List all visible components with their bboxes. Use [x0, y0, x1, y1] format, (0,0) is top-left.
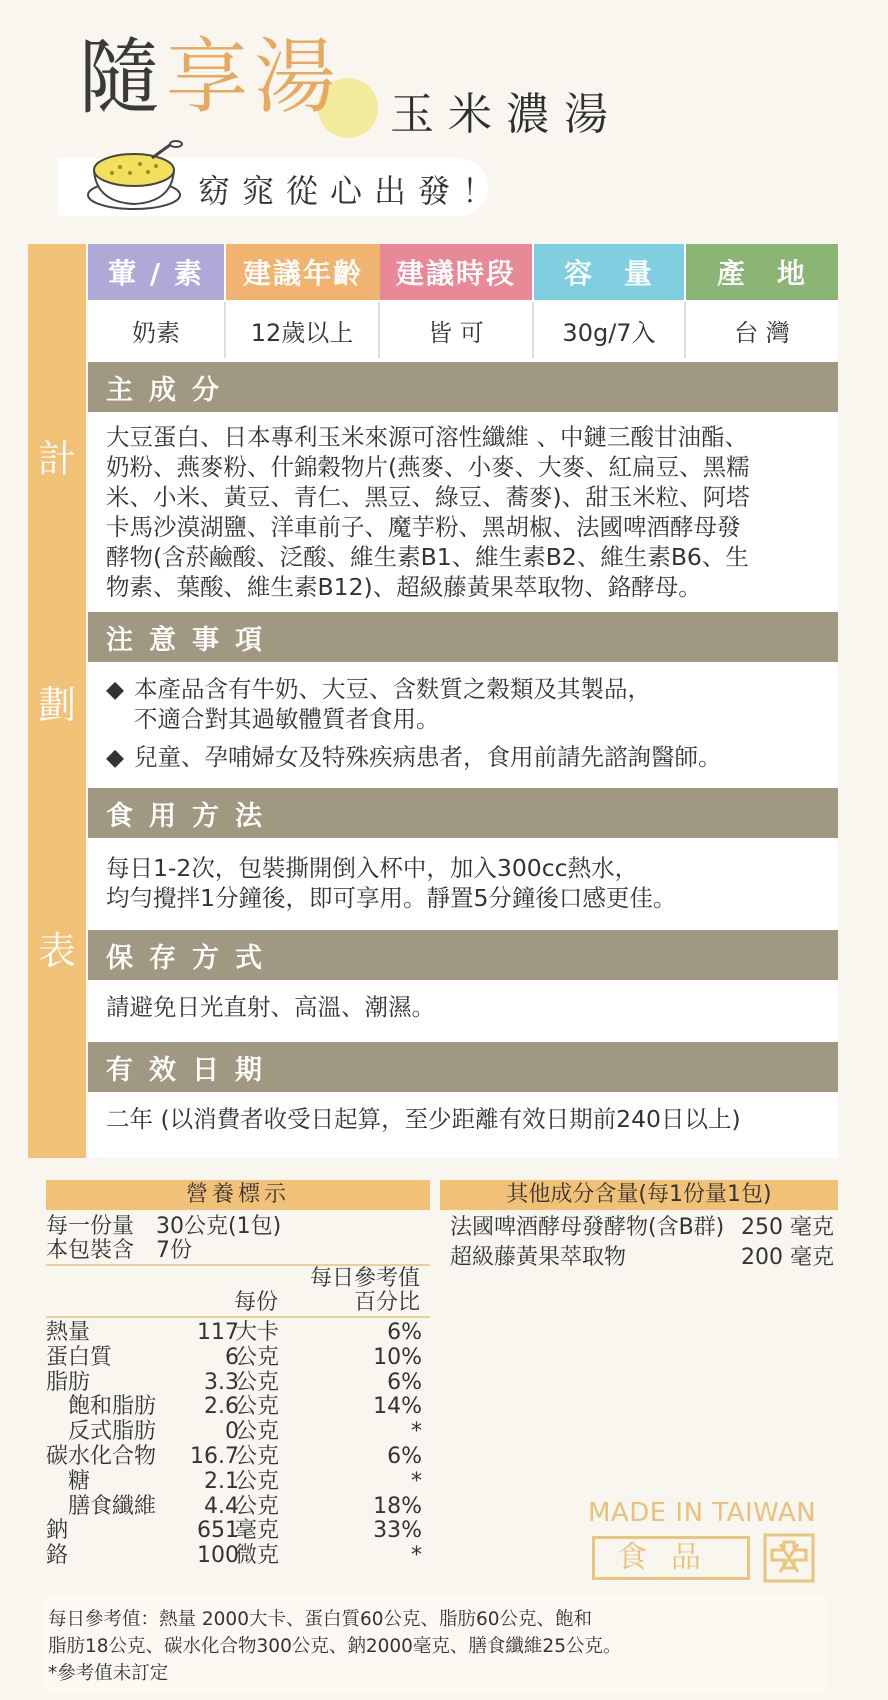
nutrition-value: 2.1 — [204, 1468, 239, 1494]
attr-value-age: 12歲以上 — [226, 302, 380, 358]
nutrition-value: 117 — [197, 1320, 239, 1345]
notice-item-cont — [106, 704, 806, 734]
nutrition-value: 6 — [225, 1344, 239, 1370]
storage-heading: 保存方式 — [88, 930, 838, 980]
nutrition-row — [46, 1419, 430, 1444]
nutrition-unit: 公克 — [235, 1444, 280, 1469]
nutrition-pct: 33% — [373, 1518, 422, 1544]
side-label-3: 表 — [37, 929, 76, 973]
ingredients-heading: 主成分 — [88, 362, 838, 412]
nutrition-unit: 公克 — [235, 1468, 280, 1494]
other-ingredients-heading: 其他成分含量(每1份量1包) — [440, 1180, 838, 1210]
ingredients-line: 酵物(含菸鹼酸、泛酸、維生素B1、維生素B2、維生素B6、生 — [106, 543, 749, 571]
notice-item-text: 本產品含有牛奶、大豆、含麩質之穀類及其製品， — [134, 675, 651, 703]
notice-item — [106, 742, 806, 772]
brand-char-3: 湯 — [254, 30, 343, 125]
nutrition-value: 16.7 — [190, 1444, 239, 1469]
nutrition-unit: 公克 — [235, 1493, 280, 1519]
attr-head-time: 建議時段 — [380, 244, 532, 300]
nutrition-row — [46, 1394, 430, 1419]
expiry-heading: 有效日期 — [88, 1042, 838, 1092]
attr-value-origin: 台 灣 — [734, 318, 790, 347]
nutrition-unit: 公克 — [235, 1419, 280, 1445]
footer-line: 每日參考值：熱量 2000大卡、蛋白質60公克、脂肪60公克、飽和 — [48, 1609, 593, 1630]
nutrition-pct: 6% — [387, 1369, 422, 1395]
attr-head-capacity: 容 量 — [534, 244, 684, 300]
attr-head-origin: 產 地 — [686, 244, 838, 300]
side-label-2: 劃 — [37, 683, 76, 727]
nutrition-value: 3.3 — [204, 1369, 239, 1395]
nutrition-value: 0 — [225, 1419, 239, 1445]
nutrition-row — [46, 1345, 430, 1370]
nutrition-heading: 營養標示 — [46, 1180, 430, 1210]
brand-char-2: 享 — [166, 30, 255, 125]
nutrition-pct: * — [411, 1419, 422, 1445]
daily-value-header-1: 每日參考值 — [310, 1266, 421, 1291]
nutrition-row — [46, 1320, 430, 1345]
slogan: 窈窕從心出發！ — [198, 172, 507, 210]
nutrition-unit: 公克 — [235, 1394, 280, 1420]
side-label-1: 計 — [37, 437, 76, 481]
footer-line: *參考值未訂定 — [48, 1663, 169, 1684]
notice-item-text: 兒童、孕哺婦女及特殊疾病患者，食用前請先諮詢醫師。 — [134, 743, 722, 771]
brand-char-1: 隨 — [78, 30, 167, 125]
ingredients-line: 卡馬沙漠湖鹽、洋車前子、魔芋粉、黑胡椒、法國啤酒酵母發 — [106, 513, 741, 541]
nutrition-unit: 公克 — [235, 1344, 280, 1370]
nutrition-name: 膳食纖維 — [46, 1493, 157, 1519]
nutrition-pct: 18% — [373, 1493, 422, 1519]
brand-title — [78, 30, 342, 126]
nutrition-name: 熱量 — [46, 1320, 91, 1345]
other-ingredient-name: 超級藤黃果萃取物 — [450, 1245, 627, 1270]
nutrition-name: 反式脂肪 — [46, 1419, 157, 1445]
ingredients-line: 米、小米、黃豆、青仁、黑豆、綠豆、蕎麥)、甜玉米粒、阿塔 — [106, 483, 750, 511]
nutrition-pct: 14% — [373, 1394, 422, 1420]
daily-value-header-2: 百分比 — [354, 1290, 421, 1315]
nutrition-pct: * — [411, 1543, 422, 1569]
other-ingredient-row — [450, 1244, 836, 1272]
notice-item — [106, 674, 806, 704]
nutrition-pct: 6% — [387, 1444, 422, 1469]
nutrition-divider — [46, 1316, 430, 1318]
ingredients-text — [106, 422, 806, 602]
servings-per-pack: 本包裝含 7份 — [46, 1238, 192, 1263]
other-ingredient-amount: 250 毫克 — [741, 1215, 834, 1240]
nutrition-name: 鈉 — [46, 1518, 69, 1544]
nutrition-row — [46, 1469, 430, 1494]
expiry-text: 二年 (以消費者收受日起算，至少距離有效日期前240日以上) — [106, 1105, 741, 1133]
nutrition-unit: 公克 — [235, 1369, 280, 1395]
notice-item-text: 不適合對其過敏體質者食用。 — [134, 705, 440, 733]
nutrition-row — [46, 1370, 430, 1395]
attr-value-time: 皆 可 — [380, 302, 534, 358]
food-certification-icon — [762, 1532, 816, 1584]
nutrition-pct: 6% — [387, 1320, 422, 1345]
nutrition-unit: 大卡 — [235, 1320, 280, 1345]
usage-line: 均勻攪拌1分鐘後，即可享用。靜置5分鐘後口感更佳。 — [106, 884, 677, 912]
serving-size: 每一份量 30公克(1包) — [46, 1214, 282, 1239]
ingredients-line: 物素、葉酸、維生素B12)、超級藤黃果萃取物、鉻酵母。 — [106, 573, 702, 601]
daily-reference-note — [48, 1606, 621, 1687]
nutrition-name: 碳水化合物 — [46, 1444, 157, 1469]
notice-heading: 注意事項 — [88, 612, 838, 662]
footer-line: 脂肪18公克、碳水化合物300公克、鈉2000毫克、膳食纖維25公克。 — [48, 1636, 622, 1657]
per-serving-header: 每份 — [234, 1290, 279, 1315]
usage-heading: 食用方法 — [88, 788, 838, 838]
nutrition-pct: * — [411, 1468, 422, 1494]
other-ingredient-amount: 200 毫克 — [741, 1245, 834, 1270]
product-name: 玉米濃湯 — [390, 89, 622, 140]
notice-text — [106, 674, 806, 772]
nutrition-value: 651 — [197, 1518, 239, 1544]
nutrition-name: 糖 — [46, 1468, 91, 1494]
food-label: 食品 — [592, 1536, 750, 1580]
nutrition-name: 蛋白質 — [46, 1344, 113, 1370]
nutrition-row — [46, 1518, 430, 1543]
nutrition-unit: 毫克 — [235, 1518, 280, 1544]
nutrition-row — [46, 1494, 430, 1519]
diamond-bullet-icon: ◆ — [106, 675, 125, 703]
attr-head-diet: 葷 / 素 — [88, 244, 224, 300]
attr-value-diet: 奶素 — [88, 302, 226, 358]
soup-bowl-icon — [82, 140, 192, 215]
nutrition-row — [46, 1543, 430, 1568]
other-ingredient-name: 法國啤酒酵母發酵物(含B群) — [450, 1215, 725, 1240]
nutrition-name: 飽和脂肪 — [46, 1394, 157, 1420]
ingredients-line: 大豆蛋白、日本專利玉米來源可溶性纖維 、中鏈三酸甘油酯、 — [106, 423, 748, 451]
nutrition-value: 4.4 — [204, 1493, 239, 1519]
ingredients-line: 奶粉、燕麥粉、什錦穀物片(燕麥、小麥、大麥、紅扁豆、黑糯 — [106, 453, 750, 481]
made-in-taiwan: MADE IN TAIWAN — [588, 1498, 817, 1528]
nutrition-name: 鉻 — [46, 1543, 69, 1569]
nutrition-value: 100 — [197, 1543, 239, 1569]
attr-value-capacity: 30g/7入 — [534, 302, 686, 358]
nutrition-name: 脂肪 — [46, 1369, 91, 1395]
usage-text — [106, 853, 806, 913]
other-ingredient-row — [450, 1214, 836, 1242]
storage-text: 請避免日光直射、高溫、潮濕。 — [106, 993, 435, 1021]
usage-line: 每日1-2次，包裝撕開倒入杯中，加入300cc熱水， — [106, 854, 639, 882]
nutrition-value: 2.6 — [204, 1394, 239, 1420]
nutrition-pct: 10% — [373, 1344, 422, 1370]
attr-head-age: 建議年齡 — [226, 244, 380, 300]
diamond-bullet-icon: ◆ — [106, 743, 125, 771]
nutrition-unit: 微克 — [235, 1543, 280, 1569]
nutrition-row — [46, 1444, 430, 1469]
